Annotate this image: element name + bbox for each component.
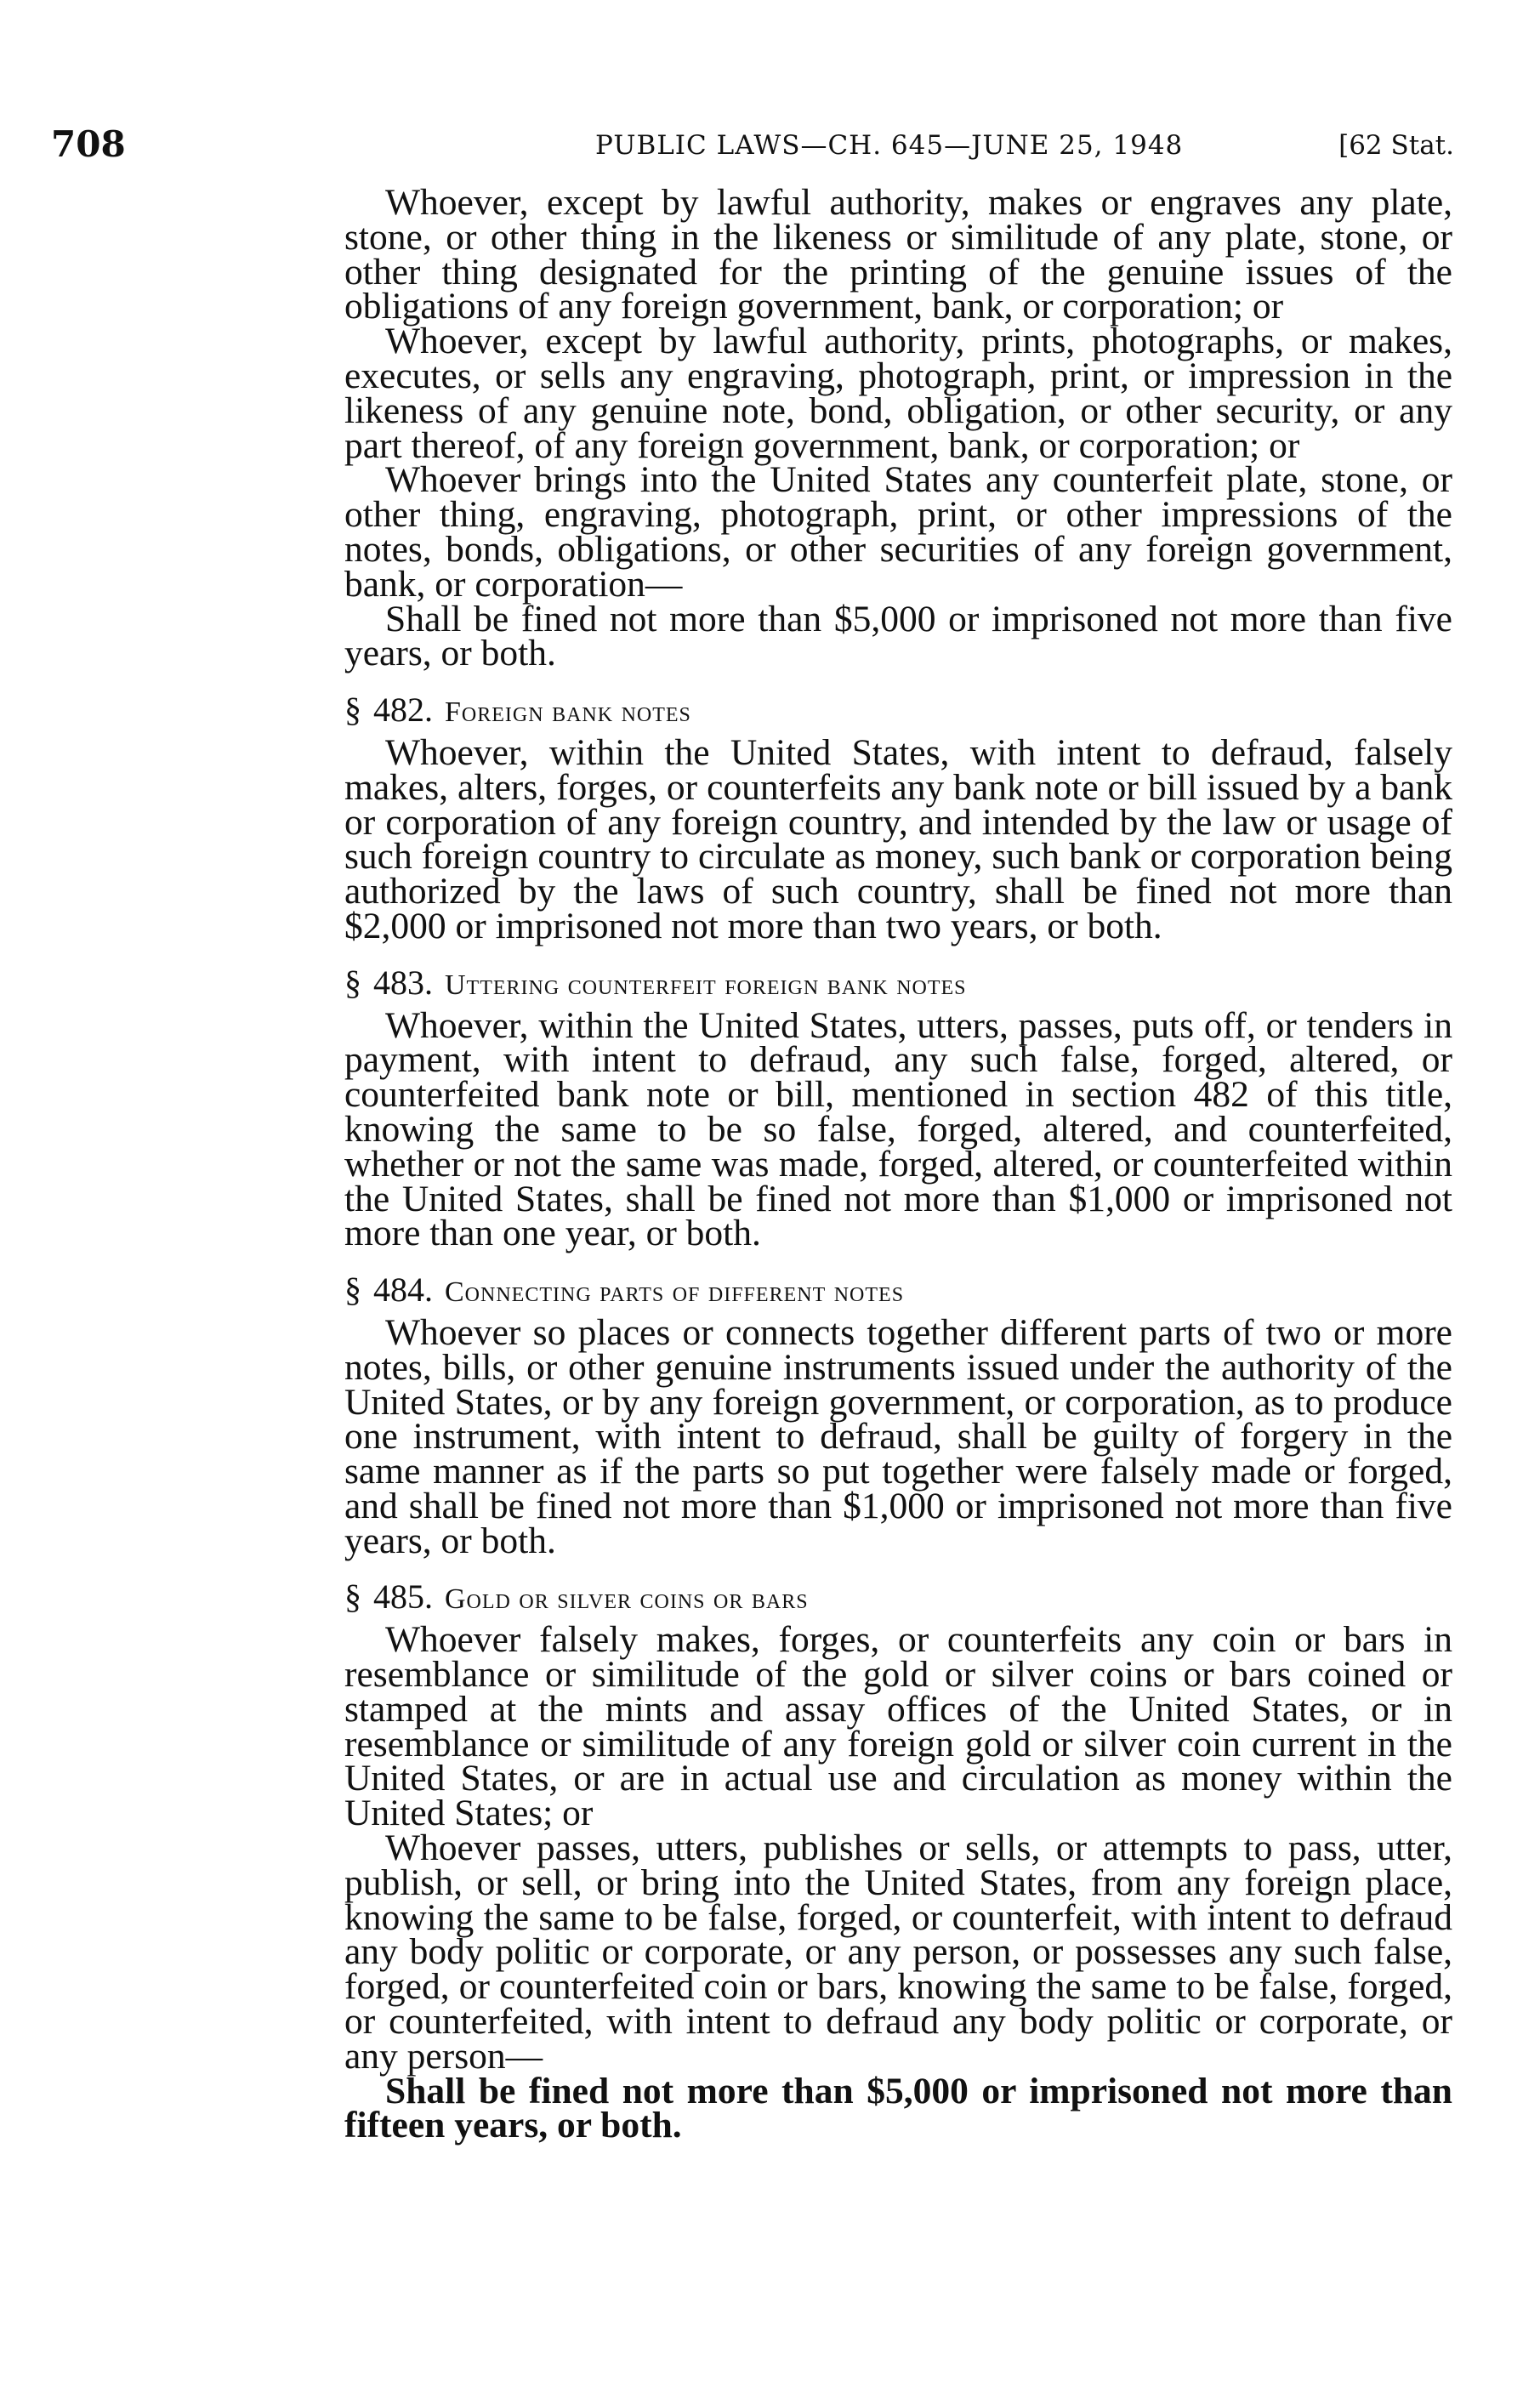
paragraph: Shall be fined not more than $5,000 or imprisoned not more than five years, or both. [344, 598, 1452, 674]
section-number: 485. [373, 1577, 433, 1617]
paragraph: Whoever brings into the United States any counterfeit plate, stone, or other thing, engraving, photograph, print, or other impressions of the notes, bonds, obligations, or other securities of any foreign government, bank, or corporation— [344, 459, 1452, 605]
paragraph: Whoever passes, utters, publishes or sells, or attempts to pass, utter, publish, or sell, or bring into the United States, from any foreign place, knowing the same to be false, forged, or counterfeit, with intent to defraud any body politic or corporate, or any person, or possesses any such false, forged, or counterfeited coin or bars, knowing the same to be false, forged, or counterfeited, with intent to defraud any body politic or corporate, or any person— [344, 1827, 1452, 2077]
section-number: 483. [373, 963, 433, 1002]
paragraph: Whoever falsely makes, forges, or counterfeits any coin or bars in resemblance or similitude of the gold or silver coins or bars coined or stamped at the mints and assay offices of the United States, or in resemblance or similitude of any foreign gold or silver coin current in the United States, or are in actual use and circulation as money within the United States; or [344, 1619, 1452, 1834]
running-title: PUBLIC LAWS—CH. 645—JUNE 25, 1948 [595, 130, 1184, 161]
paragraph: Whoever, except by lawful authority, makes or engraves any plate, stone, or other thing in the likeness or similitude of any plate, stone, or other thing designated for the printing of the genuine issues of the obligations of any foreign government, bank, or corporation; or [344, 182, 1452, 327]
section-title: Foreign bank notes [445, 696, 691, 729]
volume-reference: [62 Stat. [1338, 130, 1454, 161]
section-symbol: § [344, 691, 361, 730]
paragraph: Shall be fined not more than $5,000 or imprisoned not more than fifteen years, or both. [344, 2070, 1452, 2146]
section-heading [344, 1577, 1452, 1617]
section-number: 484. [373, 1270, 433, 1310]
paragraph: Whoever, within the United States, with intent to defraud, falsely makes, alters, forges, or counterfeits any bank note or bill issued by a bank or corporation of any foreign country, and intended by the law or usage of such foreign country to circulate as money, such bank or corporation being authorized by the laws of such country, shall be fined not more than $2,000 or imprisoned not more than two years, or both. [344, 731, 1452, 946]
section-heading [344, 963, 1452, 1003]
section-484 [344, 1270, 1452, 1561]
page-number: 708 [51, 123, 126, 165]
section-482 [344, 693, 1452, 944]
section-symbol: § [344, 963, 361, 1002]
section-title: Connecting parts of different notes [445, 1276, 905, 1309]
section-heading [344, 1270, 1452, 1310]
section-483 [344, 963, 1452, 1254]
paragraph: Whoever, within the United States, utters, passes, puts off, or tenders in payment, with intent to defraud, any such false, forged, altered, or counterfeited bank note or bill, mentioned in section 482 of this title, knowing the same to be so false, forged, altered, and counterfeited, whether or not the same was made, forged, altered, or counterfeited within the United States, shall be fined not more than $1,000 or imprisoned not more than one year, or both. [344, 1004, 1452, 1254]
statute-text [344, 182, 1452, 2146]
section-heading [344, 693, 1452, 730]
page-header [51, 123, 1454, 174]
section-symbol: § [344, 1270, 361, 1310]
paragraph: Whoever so places or connects together different parts of two or more notes, bills, or other genuine instruments issued under the authority of the United States, or by any foreign government, or corporation, as to produce one instrument, with intent to defraud, shall be guilty of forgery in the same manner as if the parts so put together were falsely made or forged, and shall be fined not more than $1,000 or imprisoned not more than five years, or both. [344, 1311, 1452, 1561]
section-number: 482. [373, 691, 433, 730]
section-title: Uttering counterfeit foreign bank notes [445, 969, 967, 1001]
section-485 [344, 1577, 1452, 2146]
section-title: Gold or silver coins or bars [445, 1583, 809, 1616]
intro-block [344, 182, 1452, 674]
section-symbol: § [344, 1577, 361, 1617]
paragraph: Whoever, except by lawful authority, prints, photographs, or makes, executes, or sells any engraving, photograph, print, or impression in the likeness of any genuine note, bond, obligation, or other security, or any part thereof, of any foreign government, bank, or corporation; or [344, 321, 1452, 466]
